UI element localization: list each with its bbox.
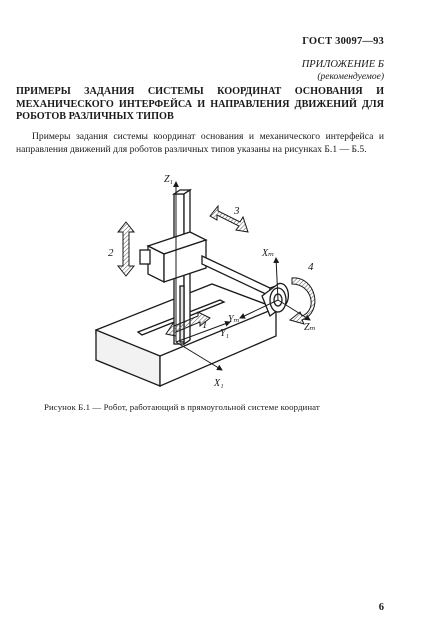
motion-number-2: 2 xyxy=(108,247,114,259)
appendix-title: ПРИЛОЖЕНИЕ Б xyxy=(301,59,384,70)
motion-number-3: 3 xyxy=(234,205,240,217)
robot-figure xyxy=(80,160,350,392)
motion-arrow-3 xyxy=(210,206,248,232)
intro-paragraph: Примеры задания системы координат основания и механического интерфейса и направления движений для роботов различных типов указаны на рисунках Б.1 — Б.5. xyxy=(16,131,384,155)
appendix-note: (рекомендуемое) xyxy=(317,72,384,82)
page-number: 6 xyxy=(378,602,384,613)
axis-label-z1: Z₁ xyxy=(164,174,174,185)
axis-label-y1: Y₁ xyxy=(220,328,230,339)
axis-label-x1: X₁ xyxy=(214,378,224,389)
axis-label-zm: Zₘ xyxy=(304,322,316,333)
figure-caption: Рисунок Б.1 — Робот, работающий в прямоугольной системе координат xyxy=(44,402,320,412)
motion-arrow-2 xyxy=(118,222,134,276)
appendix-label xyxy=(302,58,384,84)
carriage-block xyxy=(140,232,206,282)
motion-number-1: 1 xyxy=(202,319,208,331)
section-heading: ПРИМЕРЫ ЗАДАНИЯ СИСТЕМЫ КООРДИНАТ ОСНОВАНИЯ И МЕХАНИЧЕСКОГО ИНТЕРФЕЙСА И НАПРАВЛЕНИЯ ДВИЖЕНИЙ ДЛЯ РОБОТОВ РАЗЛИЧНЫХ ТИПОВ xyxy=(16,86,384,122)
standard-number: ГОСТ 30097—93 xyxy=(302,36,384,47)
axis-label-xm: Xₘ xyxy=(262,248,275,259)
motion-arrow-4 xyxy=(290,278,315,324)
axis-label-ym: Yₘ xyxy=(228,314,240,325)
motion-number-4: 4 xyxy=(308,261,314,273)
